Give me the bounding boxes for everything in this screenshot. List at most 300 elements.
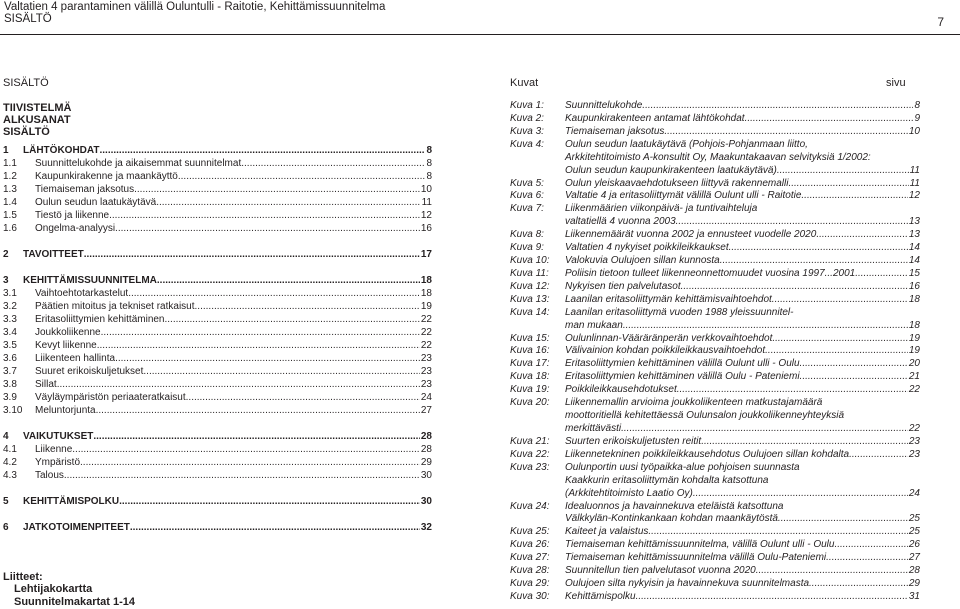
figure-page: 24 xyxy=(908,487,920,499)
toc-entry[interactable] xyxy=(3,222,432,235)
figure-entry[interactable] xyxy=(510,525,920,538)
figure-caption: Idealuonnos ja havainnekuva eteläistä katsottuna xyxy=(565,500,784,512)
leader-dots xyxy=(621,423,908,435)
figure-label: Kuva 23: xyxy=(510,461,550,473)
figure-entry[interactable] xyxy=(510,280,920,293)
toc-entry-page: 10 xyxy=(420,184,432,195)
figure-page: 13 xyxy=(908,229,920,241)
figure-caption: Oulun seudun kaupunkirakenteen laatukäytävä) xyxy=(565,164,777,176)
toc-entry-label: Kevyt liikenne xyxy=(35,340,97,351)
leader-dots xyxy=(855,268,908,280)
leader-dots xyxy=(720,255,908,267)
figure-label: Kuva 27: xyxy=(510,552,550,564)
toc-entry-page: 30 xyxy=(420,496,432,507)
figure-entry[interactable] xyxy=(510,474,920,487)
toc-entry-label: Vaihtoehtotarkastelut xyxy=(35,288,129,299)
toc-entry-number: 4.1 xyxy=(3,444,17,455)
toc-entry-page: 18 xyxy=(420,275,432,286)
appendix-item-plan-maps[interactable]: Suunnitelmakartat 1-14 xyxy=(14,596,136,608)
figure-page: 19 xyxy=(908,345,920,357)
figure-entry[interactable] xyxy=(510,551,920,564)
figure-entry[interactable] xyxy=(510,164,920,177)
leader-dots xyxy=(115,223,420,235)
figure-entry[interactable] xyxy=(510,151,920,164)
leader-dots xyxy=(801,190,907,202)
figure-caption: Kehittämispolku xyxy=(565,590,636,602)
figure-label: Kuva 28: xyxy=(510,565,550,577)
figure-page: 18 xyxy=(908,319,920,331)
toc-entry-label: VAIKUTUKSET xyxy=(23,431,94,442)
leader-dots xyxy=(72,444,420,456)
toc-entry[interactable] xyxy=(3,339,432,352)
leader-dots xyxy=(80,457,420,469)
leader-dots xyxy=(130,522,420,534)
toc-entry-page: 23 xyxy=(420,366,432,377)
toc-entry-page: 28 xyxy=(420,431,432,442)
figure-entry[interactable] xyxy=(510,538,920,551)
figure-entry[interactable] xyxy=(510,590,920,603)
figure-page: 26 xyxy=(908,539,920,551)
figure-entry[interactable] xyxy=(510,215,920,228)
toc-entry-label: Tiemaiseman jaksotus xyxy=(35,184,135,195)
figure-caption: man mukaan xyxy=(565,319,623,331)
leader-dots xyxy=(143,366,419,378)
figure-caption: Tiemaiseman kehittämissuunnitelma, välillä Oulunt ulli - Oulu xyxy=(565,539,835,551)
leader-dots xyxy=(115,353,420,365)
toc-entry-number: 1.1 xyxy=(3,158,17,169)
toc-entry-number: 1.6 xyxy=(3,223,17,234)
leader-dots xyxy=(693,488,908,500)
figure-entry[interactable] xyxy=(510,564,920,577)
toc-entry-page: 18 xyxy=(420,288,432,299)
front-item-contents[interactable]: SISÄLTÖ xyxy=(3,126,50,138)
figure-entry[interactable] xyxy=(510,228,920,241)
toc-entry[interactable] xyxy=(3,248,432,261)
figure-label: Kuva 19: xyxy=(510,384,550,396)
toc-entry-page: 8 xyxy=(426,171,432,182)
figure-caption: Laanilan eritasoliittymän kehittämisvaihtoehdot xyxy=(565,293,772,305)
figure-page: 25 xyxy=(908,513,920,525)
toc-entry-page: 28 xyxy=(420,444,432,455)
figure-caption: Suurten erikoiskuljetusten reitit xyxy=(565,435,702,447)
figure-label: Kuva 30: xyxy=(510,590,550,602)
figure-label: Kuva 17: xyxy=(510,358,550,370)
figure-entry[interactable] xyxy=(510,396,920,409)
toc-entry-number: 6 xyxy=(3,522,9,533)
leader-dots xyxy=(729,242,908,254)
toc-entry-label: Tiestö ja liikenne xyxy=(35,210,110,221)
toc-entry[interactable] xyxy=(3,170,432,183)
figure-caption: Suunnitellun tien palvelutasot vuonna 2020 xyxy=(565,565,756,577)
toc-entry-page: 32 xyxy=(420,522,432,533)
figure-caption: Oulujoen silta nykyisin ja havainnekuva suunnitelmasta xyxy=(565,578,810,590)
leader-dots xyxy=(800,371,908,383)
figure-label: Kuva 9: xyxy=(510,242,544,254)
toc-entry-number: 3.9 xyxy=(3,392,17,403)
toc-entry[interactable] xyxy=(3,365,432,378)
toc-entry-number: 4.3 xyxy=(3,470,17,481)
figure-label: Kuva 3: xyxy=(510,125,544,137)
figure-caption: merkittävästi xyxy=(565,423,622,434)
figure-label: Kuva 6: xyxy=(510,190,544,202)
leader-dots xyxy=(241,158,425,170)
leader-dots xyxy=(765,345,908,357)
leader-dots xyxy=(157,275,420,287)
toc-entry[interactable] xyxy=(3,495,432,508)
toc-entry-label: LÄHTÖKOHDAT xyxy=(23,145,100,156)
figure-caption: Valokuvia Oulujoen sillan kunnosta xyxy=(565,255,720,267)
figure-page: 27 xyxy=(908,552,920,564)
figure-page: 29 xyxy=(908,578,920,590)
toc-entry-label: Suunnittelukohde ja aikaisemmat suunnitelmat xyxy=(35,158,242,169)
toc-entry-number: 3.5 xyxy=(3,340,17,351)
figure-label: Kuva 15: xyxy=(510,332,550,344)
toc-entry-page: 19 xyxy=(420,301,432,312)
toc-entry[interactable] xyxy=(3,287,432,300)
leader-dots xyxy=(834,539,907,551)
figure-label: Kuva 1: xyxy=(510,100,544,111)
figure-entry[interactable] xyxy=(510,332,920,345)
leader-dots xyxy=(99,145,425,157)
toc-entry[interactable] xyxy=(3,300,432,313)
figure-page: 19 xyxy=(908,332,920,344)
leader-dots xyxy=(809,578,908,590)
figure-page: 16 xyxy=(908,280,920,292)
figure-caption: Liikennemäärät vuonna 2002 ja ennusteet vuodelle 2020 xyxy=(565,229,817,241)
figure-entry[interactable] xyxy=(510,125,920,138)
figure-page: 25 xyxy=(908,526,920,538)
figure-label: Kuva 20: xyxy=(510,397,550,409)
figure-caption: Oulunlinnan-Vääräränperän verkkovaihtoehdot xyxy=(565,332,773,344)
figure-label: Kuva 21: xyxy=(510,435,550,447)
figure-page: 14 xyxy=(908,255,920,267)
figure-page: 14 xyxy=(908,242,920,254)
figure-caption: Suunnittelukohde xyxy=(565,100,643,111)
figure-entry[interactable] xyxy=(510,357,920,370)
toc-entry-page: 16 xyxy=(420,223,432,234)
leader-dots xyxy=(101,327,420,339)
toc-entry[interactable] xyxy=(3,443,432,456)
toc-entry-number: 1.4 xyxy=(3,197,17,208)
figure-caption: Arkkitehtitoimisto A-konsultit Oy, Maakuntakaavan selvityksiä 1/2002: xyxy=(565,151,871,163)
figure-caption: (Arkkitehtitoimisto Laatio Oy) xyxy=(565,487,693,499)
figure-caption: Liikenmäärien viikonpäivä- ja tuntivaihteluja xyxy=(565,203,758,215)
front-item-preface[interactable]: ALKUSANAT xyxy=(3,114,71,126)
toc-entry-page: 29 xyxy=(420,457,432,468)
figure-entry[interactable] xyxy=(510,202,920,215)
toc-entry-page: 12 xyxy=(420,210,432,221)
toc-entry-label: KEHITTÄMISPOLKU xyxy=(23,496,120,507)
figure-caption: Liikennetekninen poikkileikkausehdotus Oulujoen sillan kohdalta xyxy=(565,448,850,460)
figure-entry[interactable] xyxy=(510,99,920,112)
figure-page: 11 xyxy=(909,177,920,189)
leader-dots xyxy=(623,320,908,332)
figure-label: Kuva 13: xyxy=(510,293,550,305)
figure-caption: Valtatie 4 ja eritasoliittymät välillä Oulunt ulli - Raitotie xyxy=(565,190,802,202)
figure-label: Kuva 14: xyxy=(510,306,550,318)
toc-entry[interactable] xyxy=(3,430,432,443)
figure-page: 20 xyxy=(908,358,920,370)
leader-dots xyxy=(57,379,420,391)
figure-label: Kuva 22: xyxy=(510,448,550,460)
leader-dots xyxy=(195,301,420,313)
leader-dots xyxy=(93,431,420,443)
toc-entry-number: 3.3 xyxy=(3,314,17,325)
toc-entry[interactable] xyxy=(3,352,432,365)
leader-dots xyxy=(816,229,908,241)
toc-entry[interactable] xyxy=(3,456,432,469)
figure-entry[interactable] xyxy=(510,435,920,448)
toc-entry-number: 3.10 xyxy=(3,405,23,416)
toc-entry[interactable] xyxy=(3,196,432,209)
toc-entry-label: TAVOITTEET xyxy=(23,249,84,260)
toc-entry-page: 17 xyxy=(420,249,432,260)
figure-entry[interactable] xyxy=(510,370,920,383)
toc-entry-label: Sillat xyxy=(35,379,57,390)
figure-label: Kuva 2: xyxy=(510,112,544,124)
leader-dots xyxy=(128,288,420,300)
toc-entry-page: 8 xyxy=(426,145,432,156)
header-rule xyxy=(0,34,960,35)
figure-caption: Poikkileikkausehdotukset xyxy=(565,384,677,396)
figure-label: Kuva 4: xyxy=(510,138,544,150)
leader-dots xyxy=(676,216,908,228)
toc-entry-number: 3.6 xyxy=(3,353,17,364)
toc-entry-number: 1 xyxy=(3,145,9,156)
leader-dots xyxy=(97,340,420,352)
toc-entry-label: Joukkoliikenne xyxy=(35,327,101,338)
document-title: Valtatien 4 parantaminen välillä Ouluntulli - Raitotie, Kehittämissuunnitelma xyxy=(4,1,386,13)
figure-page: 8 xyxy=(914,100,920,111)
figure-entry[interactable] xyxy=(510,189,920,202)
toc-entry-page: 22 xyxy=(420,340,432,351)
figure-caption: Laanilan eritasoliittymä vuoden 1988 yleissuunnitel- xyxy=(565,306,794,318)
toc-entry-label: Päätien mitoitus ja tekniset ratkaisut xyxy=(35,301,195,312)
toc-entry-label: KEHITTÄMISSUUNNITELMA xyxy=(23,275,157,286)
toc-entry[interactable] xyxy=(3,391,432,404)
toc-entry-number: 3.1 xyxy=(3,288,17,299)
leader-dots xyxy=(826,552,908,564)
figure-page: 15 xyxy=(908,267,920,279)
leader-dots xyxy=(156,197,420,209)
leader-dots xyxy=(778,513,908,525)
figure-page: 22 xyxy=(908,423,920,434)
figure-caption: Oulunportin uusi työpaikka-alue pohjoisen suunnasta xyxy=(565,461,800,473)
leader-dots xyxy=(642,100,913,112)
section-name: SISÄLTÖ xyxy=(4,13,52,25)
figure-page: 13 xyxy=(908,216,920,228)
figure-page: 9 xyxy=(914,112,920,124)
figure-caption: Nykyisen tien palvelutasot xyxy=(565,280,681,292)
figure-entry[interactable] xyxy=(510,306,920,319)
leader-dots xyxy=(109,210,420,222)
figure-caption: Liikennemallin arvioima joukkoliikenteen matkustajamäärä xyxy=(565,397,823,409)
toc-entry-number: 4 xyxy=(3,431,9,442)
toc-entry[interactable] xyxy=(3,157,432,170)
figure-caption: Kaakkurin eritasoliittymän kohdalta katsottuna xyxy=(565,474,769,486)
figure-caption: Välivainion kohdan poikkileikkausvaihtoehdot xyxy=(565,345,766,357)
toc-entry-page: 27 xyxy=(420,405,432,416)
leader-dots xyxy=(701,436,908,448)
leader-dots xyxy=(119,496,420,508)
figure-caption: Oulun yleiskaavaehdotukseen liittyvä rakennemalli xyxy=(565,177,789,189)
leader-dots xyxy=(648,526,907,538)
toc-entry-number: 2 xyxy=(3,249,9,260)
figures-heading: Kuvat xyxy=(510,77,539,89)
figure-caption: valtatiellä 4 vuonna 2003 xyxy=(565,216,676,228)
figure-entry[interactable] xyxy=(510,177,920,190)
figure-page: 10 xyxy=(908,125,920,137)
toc-entry-page: 24 xyxy=(420,392,432,403)
figure-entry[interactable] xyxy=(510,461,920,474)
appendix-item-sheet-index[interactable]: Lehtijakokartta xyxy=(14,583,93,595)
figure-label: Kuva 26: xyxy=(510,539,550,551)
figure-page: 11 xyxy=(909,164,920,176)
figure-label: Kuva 18: xyxy=(510,371,550,383)
figure-entry[interactable] xyxy=(510,267,920,280)
figure-entry[interactable] xyxy=(510,383,920,396)
figure-caption: Tiemaiseman jaksotus xyxy=(565,125,665,137)
leader-dots xyxy=(134,184,420,196)
figure-page: 21 xyxy=(908,371,920,383)
toc-entry-page: 22 xyxy=(420,314,432,325)
figure-entry[interactable] xyxy=(510,293,920,306)
toc-entry[interactable] xyxy=(3,326,432,339)
toc-entry[interactable] xyxy=(3,404,432,417)
toc-entry[interactable] xyxy=(3,521,432,534)
figure-caption: Eritasoliittymien kehittäminen välillä Oulunt ulli - Oulu xyxy=(565,358,800,370)
figure-entry[interactable] xyxy=(510,487,920,500)
toc-entry-label: Suuret erikoiskuljetukset xyxy=(35,366,144,377)
figure-page: 18 xyxy=(908,293,920,305)
toc-entry[interactable] xyxy=(3,144,432,157)
toc-entry-number: 3.8 xyxy=(3,379,17,390)
figure-page: 12 xyxy=(908,190,920,202)
toc-entry-label: Liikenteen hallinta xyxy=(35,353,116,364)
appendix-heading: Liitteet: xyxy=(3,571,43,583)
figure-entry[interactable] xyxy=(510,138,920,151)
leader-dots xyxy=(849,449,908,461)
toc-entry[interactable] xyxy=(3,183,432,196)
toc-entry-label: Kaupunkirakenne ja maankäyttö xyxy=(35,171,178,182)
figure-caption: Välkkylän-Kontinkankaan kohdan maankäytöstä xyxy=(565,513,778,525)
toc-entry-number: 5 xyxy=(3,496,9,507)
toc-entry-number: 3.4 xyxy=(3,327,17,338)
toc-entry[interactable] xyxy=(3,209,432,222)
figure-label: Kuva 24: xyxy=(510,500,550,512)
leader-dots xyxy=(186,392,420,404)
toc-entry-number: 3.2 xyxy=(3,301,17,312)
toc-entry-page: 23 xyxy=(420,353,432,364)
figure-entry[interactable] xyxy=(510,319,920,332)
leader-dots xyxy=(165,314,420,326)
toc-entry-label: Oulun seudun laatukäytävä xyxy=(35,197,157,208)
leader-dots xyxy=(788,178,908,190)
leader-dots xyxy=(84,249,420,261)
figure-page: 23 xyxy=(908,435,920,447)
toc-entry-label: Eritasoliittymien kehittäminen xyxy=(35,314,165,325)
figure-label: Kuva 29: xyxy=(510,578,550,590)
figure-entry[interactable] xyxy=(510,422,920,435)
figure-label: Kuva 5: xyxy=(510,177,544,189)
figure-caption: Poliisin tietoon tulleet liikenneonnettomuudet vuosina 1997...2001 xyxy=(565,267,856,279)
figure-label: Kuva 10: xyxy=(510,255,550,267)
figure-entry[interactable] xyxy=(510,577,920,590)
figure-caption: Oulun seudun laatukäytävä (Pohjois-Pohjanmaan liitto, xyxy=(565,138,808,150)
figure-entry[interactable] xyxy=(510,241,920,254)
toc-entry-label: Liikenne xyxy=(35,444,73,455)
figure-label: Kuva 25: xyxy=(510,526,550,538)
figure-page: 31 xyxy=(908,590,920,602)
toc-entry[interactable] xyxy=(3,378,432,391)
page-column-heading: sivu xyxy=(886,77,906,89)
toc-entry-label: Väyläympäristön periaateratkaisut xyxy=(35,392,186,403)
figure-entry[interactable] xyxy=(510,344,920,357)
figure-caption: Kaiteet ja valaistus xyxy=(565,526,649,538)
figure-caption: moottoritiellä kehitettäessä Oulunsalon joukkoliikenneyhteyksiä xyxy=(565,410,845,422)
leader-dots xyxy=(64,470,420,482)
figure-entry[interactable] xyxy=(510,112,920,125)
toc-entry-number: 3.7 xyxy=(3,366,17,377)
figure-entry[interactable] xyxy=(510,254,920,267)
toc-entry-number: 4.2 xyxy=(3,457,17,468)
front-item-abstract[interactable]: TIIVISTELMÄ xyxy=(3,102,72,114)
figure-label: Kuva 11: xyxy=(510,267,549,279)
leader-dots xyxy=(800,358,908,370)
leader-dots xyxy=(745,113,914,125)
toc-entry-number: 1.5 xyxy=(3,210,17,221)
figure-entry[interactable] xyxy=(510,409,920,422)
toc-entry[interactable] xyxy=(3,274,432,287)
toc-entry-number: 1.2 xyxy=(3,171,17,182)
figure-entry[interactable] xyxy=(510,500,920,513)
figure-label: Kuva 8: xyxy=(510,229,544,241)
figure-label: Kuva 16: xyxy=(510,345,550,357)
toc-entry-label: Ympäristö xyxy=(35,457,81,468)
toc-entry-number: 3 xyxy=(3,275,9,286)
leader-dots xyxy=(772,294,908,306)
toc-entry-label: JATKOTOIMENPITEET xyxy=(23,522,130,533)
figure-caption: Kaupunkirakenteen antamat lähtökohdat xyxy=(565,112,745,124)
figure-label: Kuva 12: xyxy=(510,280,550,292)
toc-entry-page: 30 xyxy=(420,470,432,481)
figure-page: 28 xyxy=(908,565,920,577)
toc-entry[interactable] xyxy=(3,313,432,326)
figure-caption: Tiemaiseman kehittämissuunnitelma välillä Oulu-Pateniemi xyxy=(565,552,827,564)
figure-caption: Eritasoliittymien kehittäminen välillä Oulu - Pateniemi xyxy=(565,371,800,383)
leader-dots xyxy=(681,281,908,293)
toc-entry-page: 22 xyxy=(420,327,432,338)
toc-entry-label: Talous xyxy=(35,470,64,481)
figure-page: 22 xyxy=(908,384,920,396)
figure-label: Kuva 7: xyxy=(510,203,544,215)
leader-dots xyxy=(664,126,907,138)
toc-entry-label: Ongelma-analyysi xyxy=(35,223,116,234)
toc-entry-page: 8 xyxy=(426,158,432,169)
figure-entry[interactable] xyxy=(510,512,920,525)
toc-entry-page: 11 xyxy=(421,197,432,208)
toc-entry-number: 1.3 xyxy=(3,184,17,195)
figure-entry[interactable] xyxy=(510,448,920,461)
leader-dots xyxy=(756,565,908,577)
leader-dots xyxy=(677,384,908,396)
toc-entry[interactable] xyxy=(3,469,432,482)
figure-page: 23 xyxy=(908,448,920,460)
contents-heading: SISÄLTÖ xyxy=(3,77,49,89)
leader-dots xyxy=(96,405,420,417)
toc-entry-page: 23 xyxy=(420,379,432,390)
leader-dots xyxy=(777,165,909,177)
